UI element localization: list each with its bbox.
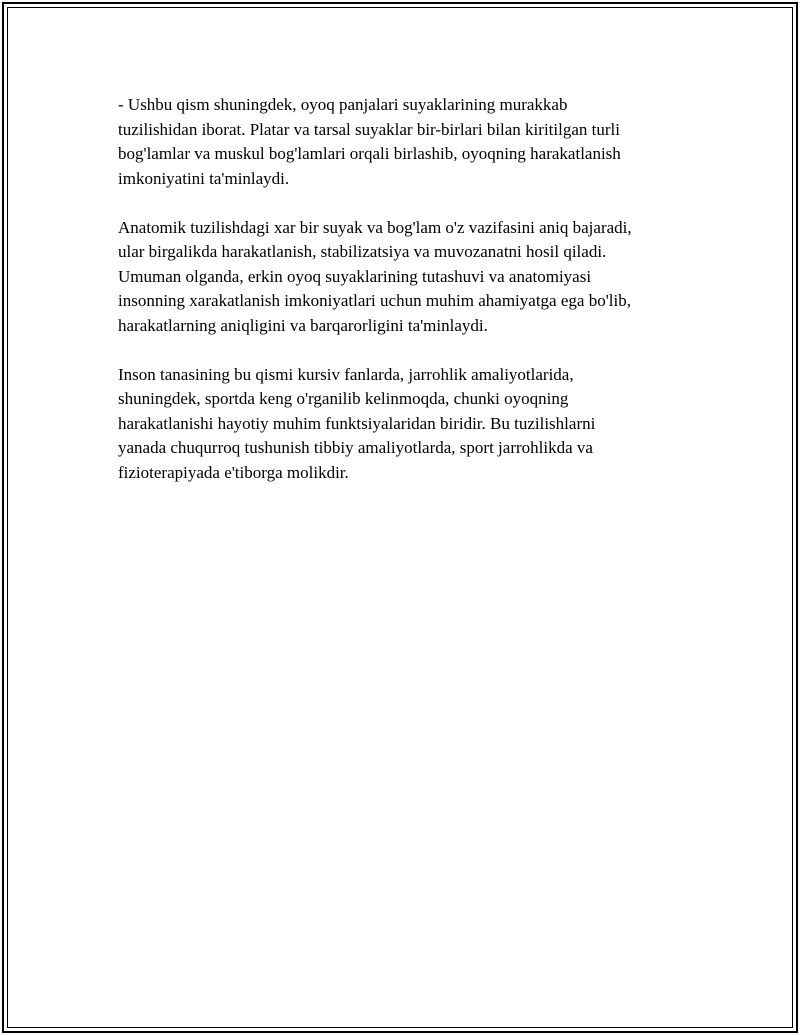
paragraph-1: - Ushbu qism shuningdek, oyoq panjalari suyaklarining murakkab tuzilishidan iborat. Platar va tarsal suyaklar bir-birlari bilan kiritilgan turli bog'lamlar va muskul bog'lamlari orqali birlashib, oyoqning harakatlanish imkoniyatini ta'minlaydi. <box>118 95 621 188</box>
paragraph-3: Inson tanasining bu qismi kursiv fanlarda, jarrohlik amaliyotlarida, shuningdek, sportda keng o'rganilib kelinmoqda, chunki oyoqning harakatlanishi hayotiy muhim funktsiyalaridan biridir. Bu tuzilishlarni yanada chuqurroq tushunish tibbiy amaliyotlarda, sport jarrohlikda va fizioterapiyada e'tiborga molikdir. <box>118 364 596 482</box>
paragraph-2: Anatomik tuzilishdagi xar bir suyak va bog'lam o'z vazifasini aniq bajaradi, ular birgalikda harakatlanish, stabilizatsiya va muvozanatni hosil qiladi. Umuman olganda, erkin oyoq suyaklarining tutashuvi va anatomiyasi insonning xarakatlanish imkoniyatlari uchun muhim ahamiyatga ega bo'lib, harakatlarning aniqligini va barqarorligini ta'minlaydi. <box>118 217 632 335</box>
document-body <box>118 93 708 510</box>
